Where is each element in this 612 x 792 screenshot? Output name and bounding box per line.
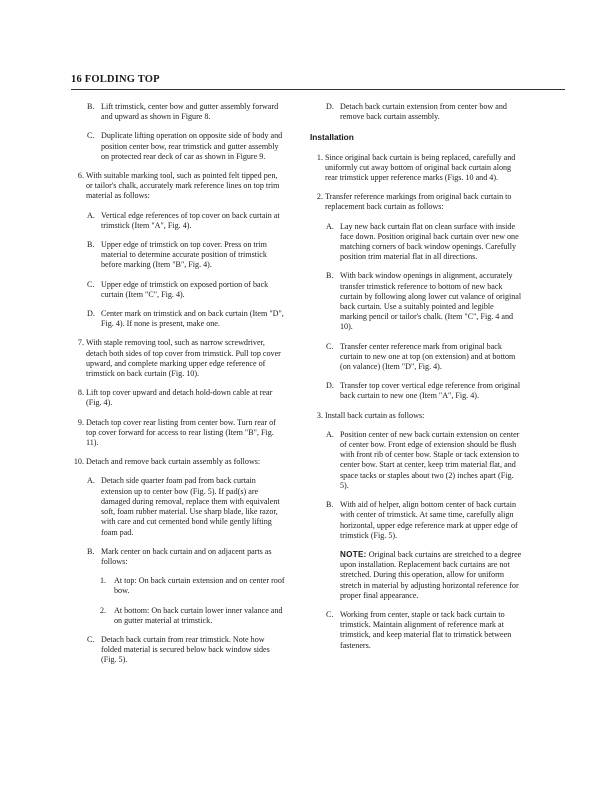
item-marker: C. [326, 609, 334, 619]
item-text: Install back curtain as follows: [325, 410, 425, 420]
list-item [310, 222, 522, 263]
item-text: Transfer top cover vertical edge reference from original back curtain to new one (Item "A", Fig. 4). [340, 381, 521, 401]
item-marker: 7. [77, 338, 84, 348]
item-marker: D. [326, 102, 334, 111]
item-marker: 2. [100, 605, 107, 615]
item-marker: 2. [316, 192, 323, 202]
item-text: Detach and remove back curtain assembly as follows: [86, 457, 261, 467]
item-marker: B. [326, 271, 334, 281]
installation-steps [310, 153, 522, 651]
list-item [71, 240, 285, 271]
item-marker: 6. [77, 171, 84, 181]
item-marker: 1. [316, 152, 323, 162]
list-item [71, 280, 285, 300]
list-item [310, 430, 522, 491]
item-marker: B. [87, 546, 95, 556]
list-item [71, 338, 285, 379]
list-item [71, 131, 285, 162]
list-item [71, 388, 285, 408]
item-text: Upper edge of trimstick on exposed portion of back curtain (Item "C", Fig. 4). [101, 279, 269, 299]
item-text: Position center of new back curtain extension on center of center bow. Front edge of extension should be flush with front rib of center bow. Staple or tack extension to center bow. Start at center, keep trim material flat, and space tacks or staples about two (2) inches apart (Fig. 5). [340, 429, 520, 490]
item-text: Mark center on back curtain and on adjacent parts as follows: [101, 546, 272, 566]
item-marker: 8. [77, 388, 84, 398]
item-text: Upper edge of trimstick on top cover. Press on trim material to determine accurate position of trimstick before marking (Item "B", Fig. 4). [101, 240, 267, 270]
list-item [71, 457, 285, 467]
list-item [310, 153, 522, 184]
item-text: Duplicate lifting operation on opposite side of body and position center bow, rear trimstick and gutter assembly on protected rear deck of car as shown in Figure 9. [101, 131, 283, 161]
list-item [310, 102, 522, 122]
right-column [310, 102, 522, 660]
list-item [310, 610, 522, 651]
list-item [71, 418, 285, 449]
list-item [71, 576, 285, 596]
item-marker: 3. [316, 410, 323, 420]
item-marker: C. [87, 131, 95, 141]
list-item [310, 411, 522, 421]
list-item [71, 211, 285, 231]
item-text: With staple removing tool, such as narrow screwdriver, detach both sides of top cover from trimstick. Pull top cover upward, and complete marking upper edge reference of trimstick on back curtain (Fig. 10). [86, 338, 281, 379]
item-marker: D. [326, 381, 334, 391]
item-text: Lift trimstick, center bow and gutter assembly forward and upward as shown in Figure 8. [101, 102, 279, 122]
item-text: Detach side quarter foam pad from back curtain extension up to center bow (Fig. 5). If pad(s) are damaged during removal, replace them with equivalent soft, foam rubber material. Use sharp blade, like razor, with care and cut cemented bond while gently lifting foam pad. [101, 476, 280, 537]
item-text: Detach back curtain extension from center bow and remove back curtain assembly. [340, 102, 507, 122]
item-marker: D. [87, 309, 95, 319]
left-column [71, 102, 285, 675]
item-marker: 10. [73, 457, 84, 467]
list-item [71, 635, 285, 666]
list-item [71, 547, 285, 567]
note-label: NOTE: [340, 549, 367, 559]
item-marker: A. [326, 429, 334, 439]
item-marker: A. [87, 210, 95, 220]
list-item [310, 342, 522, 373]
note-block [310, 550, 522, 601]
item-text: Center mark on trimstick and on back curtain (Item "D", Fig. 4). If none is present, make one. [101, 309, 284, 329]
item-text: Vertical edge references of top cover on back curtain at trimstick (Item "A", Fig. 4). [101, 210, 280, 230]
page-header [71, 74, 160, 85]
item-text: With aid of helper, align bottom center of back curtain with center of trimstick. At same time, carefully align horizontal, upper edge reference mark at upper edge of trimstick (Fig. 5). [340, 500, 518, 540]
right-column-top [310, 102, 522, 122]
item-marker: B. [87, 102, 95, 111]
list-item [310, 500, 522, 541]
item-text: Detach back curtain from rear trimstick. Note how folded material is secured below back window sides (Fig. 5). [101, 634, 270, 665]
item-text: Detach top cover rear listing from center bow. Turn rear of top cover forward for access to rear listing (Item "B", Fig. 11). [86, 417, 276, 448]
item-text: Working from center, staple or tack back curtain to trimstick. Maintain alignment of reference mark at trimstick, and keep material flat to trimstick between fasteners. [340, 609, 512, 650]
list-item [310, 381, 522, 401]
list-item [71, 171, 285, 202]
item-text: Original back curtains are stretched to a degree upon installation. Replacement back curtains are not stretched. During this operation, allow for uniform stretch in material by adjusting horizontal reference for proper final appearance. [340, 549, 522, 600]
item-marker: A. [87, 476, 95, 486]
item-text: Transfer reference markings from original back curtain to replacement back curtain as follows: [325, 192, 512, 212]
item-text: At bottom: On back curtain lower inner valance and on gutter material at trimstick. [114, 605, 283, 625]
item-marker: C. [87, 634, 95, 644]
item-text: Transfer center reference mark from original back curtain to new one at top (on extension) and at bottom (on valance) (Item "D", Fig. 4). [340, 341, 516, 372]
item-marker: 9. [77, 417, 84, 427]
item-marker: 1. [100, 576, 107, 586]
item-text: Lay new back curtain flat on clean surface with inside face down. Position original back curtain over new one matching corners of back window openings. Carefully position trim material flat in all directions. [340, 221, 519, 262]
item-marker: B. [326, 500, 334, 510]
list-item [71, 606, 285, 626]
item-marker: B. [87, 240, 95, 250]
item-marker: A. [326, 221, 334, 231]
item-text: Since original back curtain is being replaced, carefully and uniformly cut away bottom of original back curtain along rear trimstick upper reference marks (Figs. 10 and 4). [325, 152, 516, 183]
page-number: 16 [71, 74, 82, 85]
list-item [71, 309, 285, 329]
item-text: Lift top cover upward and detach hold-down cable at rear (Fig. 4). [86, 388, 273, 408]
item-text: At top: On back curtain extension and on center roof bow. [114, 576, 285, 596]
list-item [310, 271, 522, 332]
list-item [71, 476, 285, 537]
list-item [71, 102, 285, 122]
item-marker: C. [326, 341, 334, 351]
page-title: FOLDING TOP [84, 74, 160, 85]
item-text: With suitable marking tool, such as pointed felt tipped pen, or tailor's chalk, accurately mark reference lines on top trim material as follows: [86, 171, 280, 201]
section-title-installation: Installation [310, 132, 354, 143]
item-marker: C. [87, 279, 95, 289]
item-text: With back window openings in alignment, accurately transfer trimstick reference to bottom of new back curtain by following along lower cut valance of original back curtain. Use a suitably pointed and legible marking pencil or tailor's chalk. (Item "C", Fig. 4 and 10). [340, 271, 522, 332]
list-item [310, 192, 522, 212]
header-rule [71, 89, 565, 90]
